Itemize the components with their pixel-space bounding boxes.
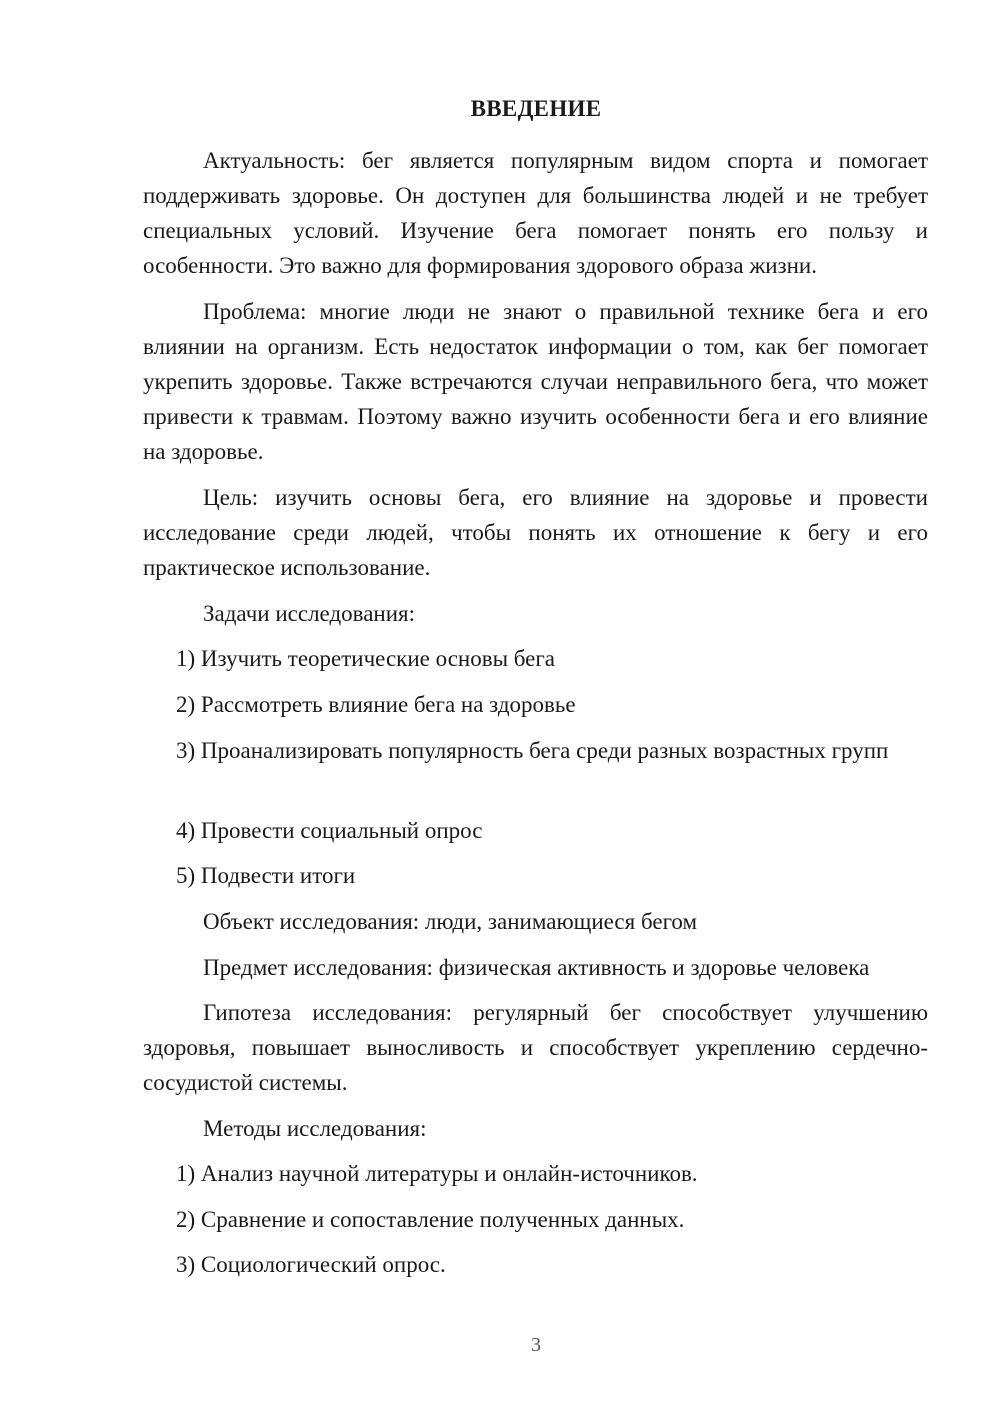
problem-paragraph: Проблема: многие люди не знают о правильной технике бега и его влиянии на организм. Есть недостаток информации о том, как бег помогает укрепить здоровье. Также встречаются случаи неправильного бега, что может привести к травмам. Поэтому важно изучить особенности бега и его влияние на здоровье.: [143, 299, 928, 464]
task-item: 4) Провести социальный опрос: [176, 818, 483, 843]
research-subject: Предмет исследования: физическая активность и здоровье человека: [203, 955, 870, 980]
task-item: 2) Рассмотреть влияние бега на здоровье: [176, 692, 576, 717]
relevance-paragraph: Актуальность: бег является популярным видом спорта и помогает поддерживать здоровье. Он доступен для большинства людей и не требует специальных условий. Изучение бега помогает понять его пользу и особенности. Это важно для формирования здорового образа жизни.: [143, 148, 928, 278]
section-heading: ВВЕДЕНИЕ: [470, 96, 602, 121]
research-object: Объект исследования: люди, занимающиеся бегом: [203, 909, 698, 934]
task-item: 3) Проанализировать популярность бега среди разных возрастных групп: [176, 738, 889, 763]
tasks-heading: Задачи исследования:: [203, 601, 416, 626]
methods-heading: Методы исследования:: [203, 1116, 427, 1141]
hypothesis-paragraph: Гипотеза исследования: регулярный бег способствует улучшению здоровья, повышает выносливость и способствует укреплению сердечно-сосудистой системы.: [143, 1000, 928, 1095]
method-item: 1) Анализ научной литературы и онлайн-источников.: [176, 1161, 698, 1186]
page-number: 3: [531, 1334, 541, 1356]
method-item: 2) Сравнение и сопоставление полученных данных.: [176, 1207, 685, 1232]
task-item: 1) Изучить теоретические основы бега: [176, 646, 556, 671]
task-item: 5) Подвести итоги: [176, 863, 356, 888]
method-item: 3) Социологический опрос.: [176, 1252, 446, 1277]
goal-paragraph: Цель: изучить основы бега, его влияние на здоровье и провести исследование среди людей, чтобы понять их отношение к бегу и его практическое использование.: [143, 485, 928, 580]
